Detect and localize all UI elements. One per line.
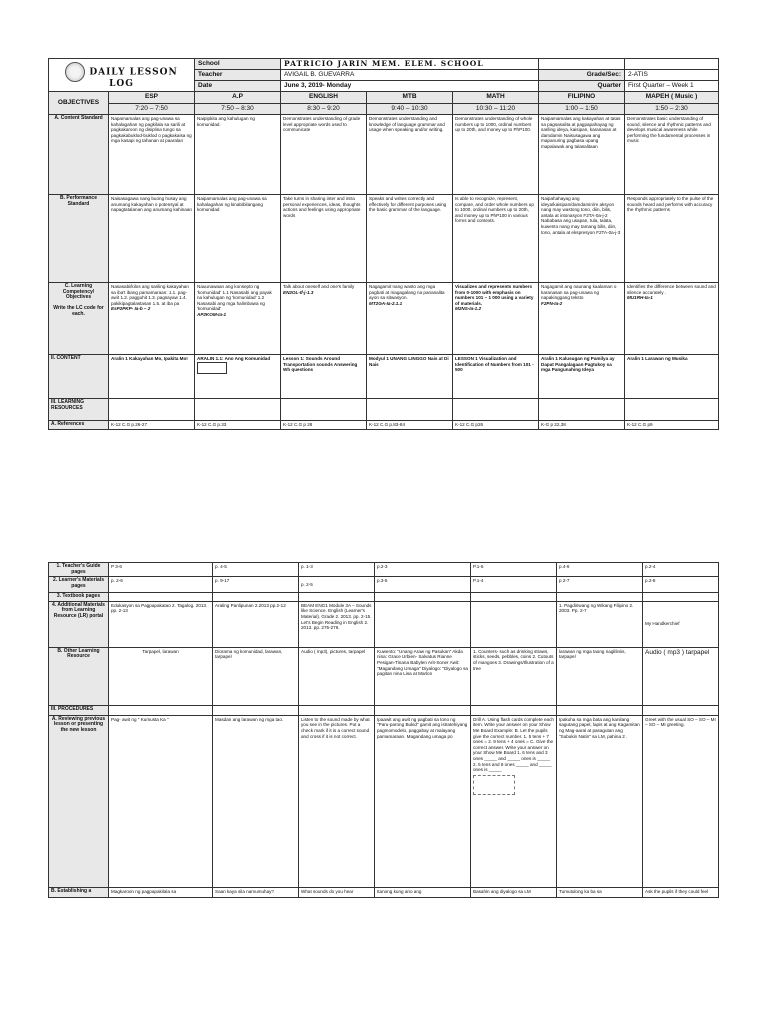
content-standard-esp: Napamamalas ang pag-unawa sa kahalagahan ng pagkilala sa sarili at pagkakaroon ng disiplina tungo sa pagkakabuklod-buklod o pagkakaisa ng mga kasapi ng tahanan at paaralan	[109, 115, 195, 195]
lm-math: P.1-4	[471, 577, 557, 593]
reviewing-english: Listen to the sound made by what you see in the pictures. Put a check mark if it is a correct sound and cross if it is not correct.	[299, 715, 375, 887]
other-english: Audio ( mp3), pictures, tarpapel	[299, 647, 375, 705]
reference-esp: K-12 C.G p.26-27	[109, 421, 195, 430]
lm-mapeh: p.2-8	[643, 577, 719, 593]
quarter-value: First Quarter – Week 1	[625, 81, 719, 92]
school-label: School	[195, 59, 281, 70]
additional-mtb	[375, 601, 471, 647]
establishing-mtb: Itanong kung ano ang	[375, 887, 471, 897]
additional-filipino: 1. Pagdiriwang ng Wikang Filipino 2. 2003. Pp. 2-7	[557, 601, 643, 647]
flash-card-image	[473, 775, 515, 795]
log-title	[49, 59, 195, 92]
teacher-label: Teacher	[195, 70, 281, 81]
time-mapeh: 1:50 – 2:30	[625, 104, 719, 115]
content-filipino: Aralin 1 Kalusugan ng Pamilya ay Dapat Pangalagaan Pagtukoy sa mga Pangunahing Ideya	[539, 355, 625, 399]
date-value: June 3, 2019- Monday	[281, 81, 539, 92]
competency-mapeh: Identifies the difference between sound and silence accurately . MU1RH-Ia-1	[625, 283, 719, 355]
subject-esp: ESP	[109, 92, 195, 104]
learning-resources-label: III. LEARNING RESOURCES	[49, 399, 109, 421]
subject-english: ENGLISH	[281, 92, 367, 104]
additional-esp: Edukasyon sa Pagpapakatao 2. Tagalog. 2013. pp. 2-13	[109, 601, 213, 647]
reference-filipino: K-G p 22,38	[539, 421, 625, 430]
tg-math: P.1-5	[471, 563, 557, 577]
establishing-math: Basahin ang diyalogo sa LM	[471, 887, 557, 897]
tg-mtb: p.2-3	[375, 563, 471, 577]
time-ap: 7:50 – 8:30	[195, 104, 281, 115]
grade-label: Grade/Sec:	[539, 70, 625, 81]
content-english: Lesson 1: Sounds Around Transportation sounds Answering Wh questions	[281, 355, 367, 399]
lesson-log-top-table	[48, 58, 719, 430]
additional-materials-label: 4. Additional Materials from Learning Resource (LR) portal	[49, 601, 109, 647]
objectives-label: OBJECTIVES	[49, 92, 109, 115]
content-mtb: Modyul 1 UNANG LINGGO Nais at Di Nais	[367, 355, 453, 399]
content-standard-math: Demonstrates understanding of whole numbers up to 1000, ordinal numbers up to 20th, and money up to PhP100.	[453, 115, 539, 195]
reviewing-mtb: Ipaawit ang awit ng pagbati sa tono ng "Paru-parong Bukid" gamit ang istratehiyang pagmomodelo, paggabay at malayang pamamaraan. Magandang umaga po	[375, 715, 471, 887]
subject-ap: A.P	[195, 92, 281, 104]
time-english: 8:30 – 9:20	[281, 104, 367, 115]
performance-standard-esp: Naisasagawa nang buong husay ang anumang kakayahan o potensyal at napagtatalanan ang anumang kahinaan	[109, 195, 195, 283]
textbook-pages-label: 3. Textbook pages	[49, 593, 109, 602]
quarter-label: Quarter	[539, 81, 625, 92]
establishing-english: What sounds do you hear	[299, 887, 375, 897]
reviewing-mapeh: Greet with the usual SO – SO – MI – SO – MI greeting.	[643, 715, 719, 887]
additional-math	[471, 601, 557, 647]
other-esp: Tarpapel, larawan	[109, 647, 213, 705]
tg-mapeh: p.2-4	[643, 563, 719, 577]
performance-standard-english: Take turns in sharing inter and intra personal experiences, ideas, thoughts actions and feelings using appropriate words	[281, 195, 367, 283]
subject-mapeh: MAPEH ( Music )	[625, 92, 719, 104]
other-filipino: larawan ng mga taong nagliliniis, tarpapel	[557, 647, 643, 705]
lm-pages-label: 2. Learner's Materials pages	[49, 577, 109, 593]
lm-filipino: p 2-7	[557, 577, 643, 593]
lm-esp: p. 2-6	[109, 577, 213, 593]
additional-mapeh: My Handkerchief	[643, 601, 719, 647]
time-mtb: 9:40 – 10:30	[367, 104, 453, 115]
lm-mtb: p.3-5	[375, 577, 471, 593]
competency-filipino: Nagagamit ang naunang kaalaman o karanasan sa pag-unawa ng napakinggang teksto F2PN-Ia-2	[539, 283, 625, 355]
content-mapeh: Aralin 1 Larawan ng Musika	[625, 355, 719, 399]
reviewing-label: A. Reviewing previous lesson or presenting the new lesson	[49, 715, 109, 887]
other-resources-label: B. Other Learning Resource	[49, 647, 109, 705]
reference-ap: K-12 C.G p.33	[195, 421, 281, 430]
content-standard-ap: Naipipkita ang kahulugan ng komunidad.	[195, 115, 281, 195]
time-math: 10:30 – 11:20	[453, 104, 539, 115]
grade-value: 2-ATIS	[625, 70, 719, 81]
content-standard-english: Demonstrates understanding of grade level appropriate words used to communicate	[281, 115, 367, 195]
content-standard-mapeh: Demonstrates basic understanding of sound, silence and rhythmic patterns and develops musical awareness while performing the fundamental processes in music	[625, 115, 719, 195]
establishing-ap: Saan kaya sila namumuhay?	[213, 887, 299, 897]
tg-english: p. 1-3	[299, 563, 375, 577]
deped-seal-icon	[65, 62, 85, 82]
time-filipino: 1:00 – 1:50	[539, 104, 625, 115]
content-standard-filipino: Naipamamalas ang kakayahan at tatas sa pagsasalita at pagpapahayag ng sariling ideya, kaisipan, karanasan at damdamin Naisusagawa ang mapanuring pagbasa upang mapalawak ang talasalitaan	[539, 115, 625, 195]
reviewing-math: Drill A. Using flash cards complete each item. Write your answer on your Show Me Board Example: B. Let the pupils give the correct number. 1. 5 tens + 7 ones = 2. 9 tens + 4 ones = C. Give the correct answer. Write your answer on your Show Me Board 1. 6 tens and 3 ones _____ and _____ ones is _____ 2. 5 tens and 8 ones _____ and _____ ones is _____	[471, 715, 557, 887]
other-ap: Diorama ng komunidad, larawan, tarpapel	[213, 647, 299, 705]
lesson-log-bottom-table	[48, 562, 719, 898]
lm-ap: p. 9-17	[213, 577, 299, 593]
other-mtb: Kuwento: "Unang Araw ng Pasukan" Akda nina: Grace Urbien- Salvatus Rianne Pesigan-Tinana Babylen Arit-Soner Awit: "Magandang Umaga" Diyalogo: "Diyalogo sa pagitan nina Lisa at Marlon	[375, 647, 471, 705]
additional-english: BEAM ENG1 Module 3A – Sounds like Science. English (Learner's Material). Grade 2. 2013. pp. 2-15. Let's Begin Reading in English 2. 2013. pp. 275-276.	[299, 601, 375, 647]
establishing-filipino: Tumutulong ka ba sa	[557, 887, 643, 897]
tg-esp: P 3-6	[109, 563, 213, 577]
other-math: 1. Counters- such as drinking straws, sticks, seeds, pebbles, coins 2. Cutouts of mangoes 3. Drawings/Illustration of a tree	[471, 647, 557, 705]
performance-standard-mapeh: Responds appropriately to the pulse of the sounds heard and performs with accuracy the rhythmic patterns	[625, 195, 719, 283]
establishing-esp: Magkaroon ng pagpapakilala sa	[109, 887, 213, 897]
competency-esp: Nasasabi/kilos ang sariling kakayahan sa iba't ibang pamamaraan: 1.1. pag-awit 1.2. pagguhit 1.3. pagsayaw 1.4. pakikipagtalastasan 1.5. at iba pa EsP2PKP- Ia-b – 2	[109, 283, 195, 355]
reviewing-esp: Pag- awit ng " Kumusta Ka "	[109, 715, 213, 887]
subject-mtb: MTB	[367, 92, 453, 104]
other-mapeh: Audio ( mp3 ) tarpapel	[643, 647, 719, 705]
date-label: Date	[195, 81, 281, 92]
reference-math: K-12 C.G p26	[453, 421, 539, 430]
establishing-mapeh: Ask the pupils if they could feel	[643, 887, 719, 897]
content-ap: ARALIN 1.1: Ano Ang Komunidad	[195, 355, 281, 399]
tg-pages-label: 1. Teacher's Guide pages	[49, 563, 109, 577]
lc-code-note: Write the LC code for each.	[53, 305, 104, 317]
performance-standard-mtb: Speaks and writes correctly and effectively for different purposes using the basic grammar of the language.	[367, 195, 453, 283]
lm-english: p. 2-5	[299, 577, 375, 593]
reviewing-ap: Masdan ang larawan ng mga tao.	[213, 715, 299, 887]
content-standard-mtb: Demonstrates understanding and knowledge of language grammar and usage when speaking and/or writing.	[367, 115, 453, 195]
subject-math: MATH	[453, 92, 539, 104]
additional-ap: Araling Panlipunan 2.2013 pp.2-12	[213, 601, 299, 647]
competency-ap: Nauunawaan ang konsepto ng 'komunidad' 1.1 Nasasabi ang payak na kahulugan ng 'komunidad' 1.2 Nasasabi ang mga halimbawa ng 'komunidad' AP2KOM-Ia-1	[195, 283, 281, 355]
competency-english: Talk about oneself and one's family EN2OL-If-j-1.3	[281, 283, 367, 355]
establishing-label: B. Establishing a	[49, 887, 109, 897]
procedures-label: III. PROCEDURES	[49, 705, 109, 715]
competency-mtb: Nagagamit nang wasto ang mga pagbati at magagalang na pananalita ayon sa sitwasyon. MT2GA-Ia-2.1.1	[367, 283, 453, 355]
school-value: PATRICIO JARIN MEM. ELEM. SCHOOL	[281, 59, 539, 70]
learning-competency-label	[49, 283, 109, 355]
log-title-line2: LOG	[109, 79, 134, 90]
tg-filipino: p.4-6	[557, 563, 643, 577]
log-title-line1: DAILY LESSON	[89, 67, 178, 78]
references-label: A. References	[49, 421, 109, 430]
content-esp: Aralin 1 Kakayahan Mo, Ipakita Mo!	[109, 355, 195, 399]
subject-filipino: FILIPINO	[539, 92, 625, 104]
content-label: II. CONTENT	[49, 355, 109, 399]
content-math: LESSON 1 Visualization and Identification of Numbers from 101 - 500	[453, 355, 539, 399]
reference-english: K-12 C.G p 28	[281, 421, 367, 430]
competency-math: Visualizes and represents numbers from 0-1000 with emphasis on numbers 101 – 1 000 using a variety of materials. M2NS-Ia-1.2	[453, 283, 539, 355]
reference-mtb: K-12 C.G p.83-84	[367, 421, 453, 430]
learning-competency-title: C. Learning Competency/ Objectives	[62, 283, 95, 301]
performance-standard-math: Is able to recognize, represent, compare, and order whole numbers up to 1000, ordinal numbers up to 20th, and money up to PhP100 in various forms and contexts.	[453, 195, 539, 283]
empty-box	[197, 362, 227, 374]
time-esp: 7:20 – 7:50	[109, 104, 195, 115]
teacher-value: AVIGAIL B. GUEVARRA	[281, 70, 539, 81]
performance-standard-label: B. Performance Standard	[49, 195, 109, 283]
tg-ap: p. 4-5	[213, 563, 299, 577]
reviewing-filipino: Ipakuha sa mga bata ang kanilang sagutang papel, lapis at ang Kagamitan ng Mag-aaral at pasagutan ang "Subukin Natin" sa LM, pahina 2 .	[557, 715, 643, 887]
content-standard-label: A. Content Standard	[49, 115, 109, 195]
performance-standard-ap: Naipamamalas ang pag-unawa sa kahalagahan ng kinabibilangang komunidad	[195, 195, 281, 283]
performance-standard-filipino: Naipahahayag ang ideya/kaisipan/damdamin/re aksyon nang may wastong tono, diin, bilis, antala at intonasyon F2TA-0a-j-2 Nababasa ang usapan, tula, talata, kuwento nang may tamang bilis, diin, tono, antala at ekspresyon F2TA-0a-j-3	[539, 195, 625, 283]
reference-mapeh: K-12 C.G p9	[625, 421, 719, 430]
